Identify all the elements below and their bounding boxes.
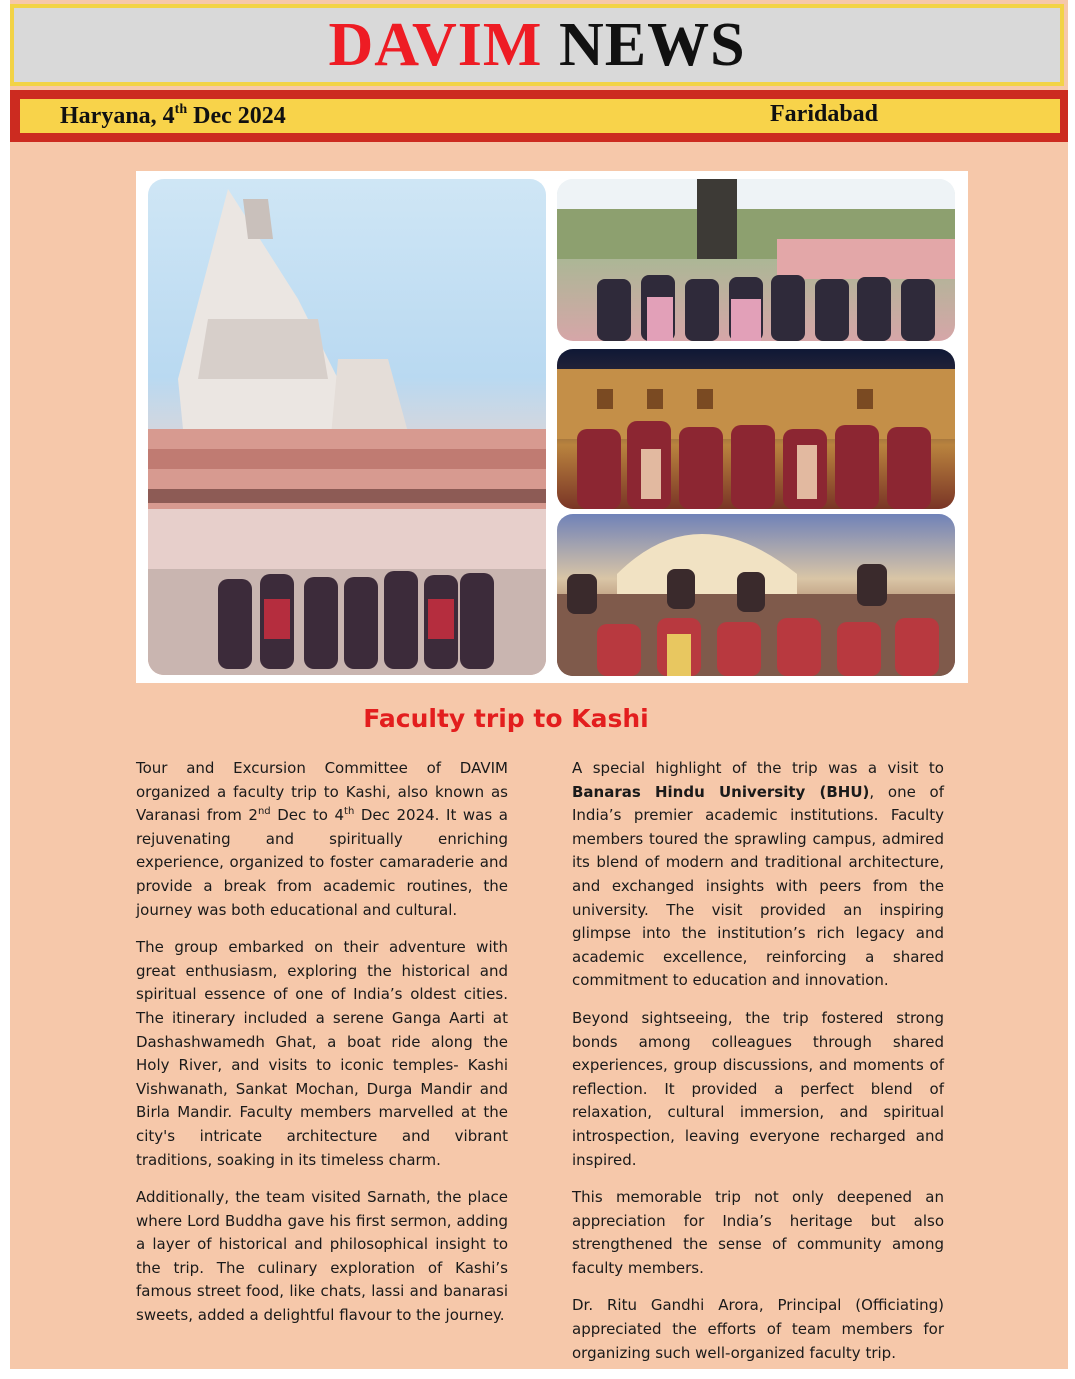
title-davim: DAVIM: [328, 11, 543, 79]
paragraph: Additionally, the team visited Sarnath, the place where Lord Buddha gave his first sermon, adding a layer of historical and philosophical insight to the trip. The culinary exploration of Kashi’s famous street food, like chats, lassi and banarasi sweets, added a delightful flavour to the journey.: [136, 1188, 508, 1325]
photo-temple-group: [148, 179, 546, 675]
article-headline: Faculty trip to Kashi: [363, 704, 649, 733]
dateline-place-date: [60, 103, 286, 130]
paragraph: [136, 757, 508, 922]
masthead-banner: [14, 8, 1060, 82]
dateline: [20, 99, 1060, 133]
ordinal-sup: nd: [257, 806, 271, 818]
text-run: A special highlight of the trip was a visit to: [572, 759, 944, 777]
article-column-right: [572, 757, 944, 1379]
dateline-place: Haryana, 4: [60, 103, 175, 129]
photo-statue-group: [557, 179, 955, 341]
photo-steps-group: [557, 514, 955, 676]
dateline-sup: th: [174, 102, 188, 117]
paragraph: [572, 757, 944, 993]
paragraph: The group embarked on their adventure with great enthusiasm, exploring the historical and spiritual essence of one of India’s oldest cities. The itinerary included a serene Ganga Aarti at Dashashwamedh Ghat, a boat ride along the Holy River, and visits to iconic temples- Kashi Vishwanath, Sankat Mochan, Durga Mandir and Birla Mandir. Faculty members marvelled at the city's intricate architecture and vibrant traditions, soaking in its timeless charm.: [136, 938, 508, 1169]
text-run: Tour and Excursion Committee of DAVIM organized a faculty trip to Kashi, also known as Varanasi from 2: [136, 759, 508, 825]
paragraph: Beyond sightseeing, the trip fostered strong bonds among colleagues through shared experiences, group discussions, and moments of reflection. It provided a perfect blend of relaxation, cultural immersion, and spiritual introspection, leaving everyone recharged and inspired.: [572, 1008, 944, 1169]
dateline-city: Faridabad: [770, 101, 879, 127]
dateline-band: [10, 90, 1068, 142]
text-run: Dec 2024. It was a rejuvenating and spiritually enriching experience, organized to foster camaraderie and provide a break from academic routines, the journey was both educational and cultural.: [136, 806, 508, 919]
photo-ghat-evening-group: [557, 349, 955, 509]
bold-text: Banaras Hindu University (BHU): [572, 782, 870, 801]
paragraph: Dr. Ritu Gandhi Arora, Principal (Officiating) appreciated the efforts of team members for organizing such well-organized faculty trip.: [572, 1296, 944, 1362]
paragraph: This memorable trip not only deepened an appreciation for India’s heritage but also strengthened the sense of community among faculty members.: [572, 1188, 944, 1277]
article-column-left: [136, 757, 508, 1342]
text-run: Dec to 4: [270, 806, 345, 825]
photo-collage: [136, 171, 968, 683]
text-run: , one of India’s premier academic institutions. Faculty members toured the sprawling campus, admired its blend of modern and traditional architecture, and exchanged insights with peers from the university. The visit provided an inspiring glimpse into the institution’s rich legacy and academic excellence, reinforcing a shared commitment to education and innovation.: [572, 782, 944, 990]
ordinal-sup: th: [344, 806, 355, 818]
dateline-date: Dec 2024: [187, 103, 286, 129]
newsletter-title: [328, 11, 746, 79]
masthead: [10, 4, 1064, 86]
title-news: NEWS: [558, 11, 746, 79]
